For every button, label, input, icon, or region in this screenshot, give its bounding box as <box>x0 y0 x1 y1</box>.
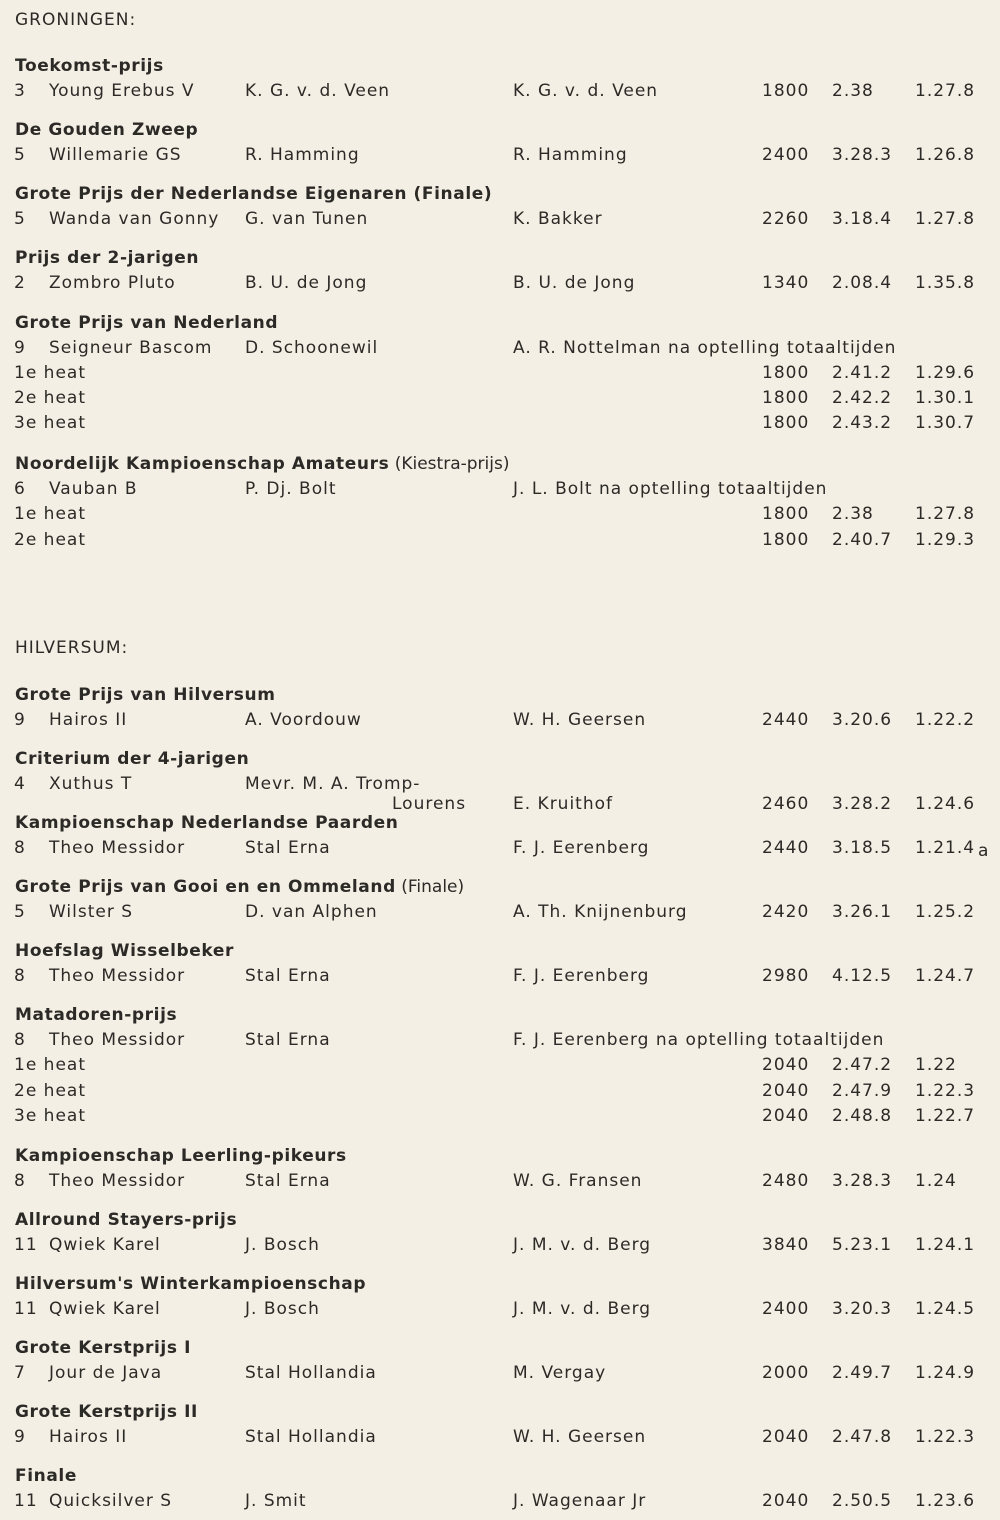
entry-number: 9 <box>14 710 26 730</box>
km-time: 1.25.2 <box>915 902 976 922</box>
section-heading-hilversum: HILVERSUM: <box>15 638 129 658</box>
race-time: 4.12.5 <box>832 966 893 986</box>
result-row <box>0 1363 1000 1387</box>
km-time: 1.24 <box>915 1171 957 1191</box>
race-title-text: Grote Kerstprijs I <box>15 1338 191 1358</box>
distance: 1800 <box>762 504 810 524</box>
driver-name: F. J. Eerenberg na optelling totaaltijden <box>513 1030 885 1050</box>
entry-number: 8 <box>14 1030 26 1050</box>
km-time: 1.27.8 <box>915 209 976 229</box>
entry-number: 11 <box>14 1491 38 1511</box>
race-title <box>15 813 398 833</box>
race-time: 2.43.2 <box>832 413 893 433</box>
km-time: 1.22.3 <box>915 1081 976 1101</box>
driver-name: J. M. v. d. Berg <box>513 1299 652 1319</box>
distance: 2400 <box>762 1299 810 1319</box>
distance: 1800 <box>762 530 810 550</box>
race-title <box>15 941 234 961</box>
km-time: 1.23.6 <box>915 1491 976 1511</box>
race-time: 2.08.4 <box>832 273 893 293</box>
heat-row <box>0 363 1000 387</box>
section-heading-groningen: GRONINGEN: <box>15 10 137 30</box>
result-row <box>0 1427 1000 1451</box>
distance: 2260 <box>762 209 810 229</box>
owner-name: Stal Hollandia <box>245 1363 377 1383</box>
owner-name: Stal Erna <box>245 838 331 858</box>
km-time: 1.24.6 <box>915 794 976 814</box>
race-title-text: Criterium der 4-jarigen <box>15 749 250 769</box>
horse-name: Hairos II <box>49 1427 128 1447</box>
driver-name: A. R. Nottelman na optelling totaaltijden <box>513 338 897 358</box>
owner-name: J. Bosch <box>245 1235 320 1255</box>
race-time: 2.41.2 <box>832 363 893 383</box>
race-title-text: Matadoren-prijs <box>15 1005 178 1025</box>
owner-name: J. Bosch <box>245 1299 320 1319</box>
race-title-text: Grote Prijs van Nederland <box>15 313 279 333</box>
heat-label: 2e heat <box>14 530 86 550</box>
footnote-mark: a <box>978 841 990 861</box>
km-time: 1.24.7 <box>915 966 976 986</box>
horse-name: Theo Messidor <box>49 838 186 858</box>
distance: 2440 <box>762 710 810 730</box>
owner-name: Stal Erna <box>245 1171 331 1191</box>
horse-name: Seigneur Bascom <box>49 338 213 358</box>
race-time: 3.20.3 <box>832 1299 893 1319</box>
distance: 2420 <box>762 902 810 922</box>
race-time: 3.28.2 <box>832 794 893 814</box>
horse-name: Theo Messidor <box>49 1030 186 1050</box>
distance: 2400 <box>762 145 810 165</box>
horse-name: Quicksilver S <box>49 1491 173 1511</box>
race-title-text: Grote Kerstprijs II <box>15 1402 198 1422</box>
race-title-text: Toekomst-prijs <box>15 56 164 76</box>
km-time: 1.30.1 <box>915 388 976 408</box>
race-title <box>15 1210 237 1230</box>
heat-row <box>0 1055 1000 1079</box>
km-time: 1.27.8 <box>915 81 976 101</box>
horse-name: Qwiek Karel <box>49 1299 161 1319</box>
race-title <box>15 1146 347 1166</box>
race-title <box>15 877 464 897</box>
race-subtitle: (Finale) <box>401 877 465 897</box>
race-time: 2.50.5 <box>832 1491 893 1511</box>
distance: 2440 <box>762 838 810 858</box>
result-row <box>0 710 1000 734</box>
race-title-text: Allround Stayers-prijs <box>15 1210 238 1230</box>
owner-name-continued: Lourens <box>392 794 467 814</box>
race-subtitle: (Kiestra-prijs) <box>394 454 510 474</box>
heat-row <box>0 388 1000 412</box>
race-title-text: Kampioenschap Nederlandse Paarden <box>15 813 399 833</box>
driver-name: M. Vergay <box>513 1363 607 1383</box>
race-title <box>15 749 249 769</box>
horse-name: Willemarie GS <box>49 145 182 165</box>
heat-row <box>0 504 1000 528</box>
result-row <box>0 338 1000 362</box>
horse-name: Theo Messidor <box>49 966 186 986</box>
race-time: 2.47.8 <box>832 1427 893 1447</box>
heat-label: 1e heat <box>14 504 86 524</box>
result-row <box>0 774 1000 818</box>
result-row <box>0 1171 1000 1195</box>
km-time: 1.22.2 <box>915 710 976 730</box>
owner-name: K. G. v. d. Veen <box>245 81 391 101</box>
race-title <box>15 184 492 204</box>
heat-row <box>0 1106 1000 1130</box>
result-row <box>0 1299 1000 1323</box>
result-row <box>0 479 1000 503</box>
owner-name: D. Schoonewil <box>245 338 379 358</box>
race-title-text: Prijs der 2-jarigen <box>15 248 200 268</box>
km-time: 1.24.5 <box>915 1299 976 1319</box>
heat-row <box>0 530 1000 554</box>
race-time: 2.42.2 <box>832 388 893 408</box>
distance: 1340 <box>762 273 810 293</box>
race-title <box>15 685 276 705</box>
driver-name: F. J. Eerenberg <box>513 838 650 858</box>
km-time: 1.29.3 <box>915 530 976 550</box>
owner-name: A. Voordouw <box>245 710 362 730</box>
km-time: 1.24.9 <box>915 1363 976 1383</box>
heat-row <box>0 1081 1000 1105</box>
distance: 2040 <box>762 1427 810 1447</box>
owner-name: Stal Erna <box>245 966 331 986</box>
race-title <box>15 1005 177 1025</box>
race-title-text: Finale <box>15 1466 77 1486</box>
distance: 1800 <box>762 413 810 433</box>
owner-name: D. van Alphen <box>245 902 378 922</box>
race-time: 3.20.6 <box>832 710 893 730</box>
horse-name: Zombro Pluto <box>49 273 176 293</box>
race-time: 2.40.7 <box>832 530 893 550</box>
race-time: 2.48.8 <box>832 1106 893 1126</box>
km-time: 1.30.7 <box>915 413 976 433</box>
race-title-text: Noordelijk Kampioenschap Amateurs <box>15 454 390 474</box>
entry-number: 7 <box>14 1363 26 1383</box>
distance: 2040 <box>762 1055 810 1075</box>
entry-number: 5 <box>14 209 26 229</box>
entry-number: 11 <box>14 1235 38 1255</box>
result-row <box>0 838 1000 862</box>
race-title-text: De Gouden Zweep <box>15 120 199 140</box>
result-row <box>0 902 1000 926</box>
driver-name: K. G. v. d. Veen <box>513 81 659 101</box>
driver-name: B. U. de Jong <box>513 273 636 293</box>
race-time: 5.23.1 <box>832 1235 893 1255</box>
driver-name: W. H. Geersen <box>513 710 647 730</box>
heat-label: 3e heat <box>14 413 86 433</box>
heat-label: 2e heat <box>14 388 86 408</box>
race-title <box>15 1274 366 1294</box>
entry-number: 9 <box>14 1427 26 1447</box>
owner-name: B. U. de Jong <box>245 273 368 293</box>
distance: 2040 <box>762 1491 810 1511</box>
heat-row <box>0 413 1000 437</box>
race-title-text: Kampioenschap Leerling-pikeurs <box>15 1146 347 1166</box>
driver-name: J. L. Bolt na optelling totaaltijden <box>513 479 828 499</box>
result-row <box>0 1235 1000 1259</box>
race-time: 3.28.3 <box>832 145 893 165</box>
race-title-text: Hilversum's Winterkampioenschap <box>15 1274 367 1294</box>
km-time: 1.27.8 <box>915 504 976 524</box>
entry-number: 11 <box>14 1299 38 1319</box>
result-row <box>0 145 1000 169</box>
driver-name: W. H. Geersen <box>513 1427 647 1447</box>
race-title <box>15 248 199 268</box>
distance: 2040 <box>762 1106 810 1126</box>
heat-label: 1e heat <box>14 1055 86 1075</box>
distance: 1800 <box>762 388 810 408</box>
race-time: 2.38 <box>832 504 874 524</box>
entry-number: 8 <box>14 838 26 858</box>
race-title <box>15 313 278 333</box>
race-time: 3.18.4 <box>832 209 893 229</box>
horse-name: Vauban B <box>49 479 138 499</box>
km-time: 1.24.1 <box>915 1235 976 1255</box>
km-time: 1.35.8 <box>915 273 976 293</box>
heat-label: 1e heat <box>14 363 86 383</box>
km-time: 1.22.3 <box>915 1427 976 1447</box>
horse-name: Jour de Java <box>49 1363 163 1383</box>
distance: 3840 <box>762 1235 810 1255</box>
distance: 2460 <box>762 794 810 814</box>
entry-number: 8 <box>14 966 26 986</box>
owner-name: G. van Tunen <box>245 209 369 229</box>
distance: 1800 <box>762 363 810 383</box>
entry-number: 3 <box>14 81 26 101</box>
driver-name: A. Th. Knijnenburg <box>513 902 688 922</box>
race-time: 3.28.3 <box>832 1171 893 1191</box>
race-title <box>15 120 198 140</box>
horse-name: Hairos II <box>49 710 128 730</box>
horse-name: Qwiek Karel <box>49 1235 161 1255</box>
driver-name: J. M. v. d. Berg <box>513 1235 652 1255</box>
km-time: 1.22 <box>915 1055 957 1075</box>
distance: 1800 <box>762 81 810 101</box>
race-time: 2.38 <box>832 81 874 101</box>
result-row <box>0 209 1000 233</box>
entry-number: 8 <box>14 1171 26 1191</box>
km-time: 1.21.4 <box>915 838 976 858</box>
entry-number: 5 <box>14 902 26 922</box>
driver-name: W. G. Fransen <box>513 1171 643 1191</box>
result-row <box>0 1491 1000 1515</box>
race-title <box>15 56 164 76</box>
result-row <box>0 81 1000 105</box>
heat-label: 2e heat <box>14 1081 86 1101</box>
owner-name: R. Hamming <box>245 145 360 165</box>
entry-number: 2 <box>14 273 26 293</box>
owner-name: Stal Erna <box>245 1030 331 1050</box>
driver-name: J. Wagenaar Jr <box>513 1491 647 1511</box>
race-title <box>15 1402 198 1422</box>
entry-number: 6 <box>14 479 26 499</box>
race-title <box>15 1466 77 1486</box>
distance: 2980 <box>762 966 810 986</box>
distance: 2000 <box>762 1363 810 1383</box>
race-title-text: Grote Prijs van Gooi en en Ommeland <box>15 877 396 897</box>
entry-number: 9 <box>14 338 26 358</box>
result-row <box>0 966 1000 990</box>
race-title-text: Grote Prijs der Nederlandse Eigenaren (Finale) <box>15 184 493 204</box>
race-title-text: Grote Prijs van Hilversum <box>15 685 276 705</box>
distance: 2040 <box>762 1081 810 1101</box>
driver-name: F. J. Eerenberg <box>513 966 650 986</box>
driver-name: K. Bakker <box>513 209 603 229</box>
entry-number: 4 <box>14 774 26 794</box>
heat-label: 3e heat <box>14 1106 86 1126</box>
distance: 2480 <box>762 1171 810 1191</box>
driver-name: E. Kruithof <box>513 794 614 814</box>
km-time: 1.22.7 <box>915 1106 976 1126</box>
result-row <box>0 273 1000 297</box>
horse-name: Wanda van Gonny <box>49 209 220 229</box>
race-time: 3.18.5 <box>832 838 893 858</box>
owner-name: P. Dj. Bolt <box>245 479 337 499</box>
horse-name: Theo Messidor <box>49 1171 186 1191</box>
race-time: 2.47.9 <box>832 1081 893 1101</box>
race-title-text: Hoefslag Wisselbeker <box>15 941 234 961</box>
result-row <box>0 1030 1000 1054</box>
race-time: 2.47.2 <box>832 1055 893 1075</box>
entry-number: 5 <box>14 145 26 165</box>
horse-name: Young Erebus V <box>49 81 195 101</box>
race-time: 3.26.1 <box>832 902 893 922</box>
race-time: 2.49.7 <box>832 1363 893 1383</box>
race-title <box>15 1338 191 1358</box>
owner-name: Stal Hollandia <box>245 1427 377 1447</box>
horse-name: Xuthus T <box>49 774 133 794</box>
owner-name: J. Smit <box>245 1491 307 1511</box>
driver-name: R. Hamming <box>513 145 628 165</box>
horse-name: Wilster S <box>49 902 134 922</box>
race-title <box>15 454 509 474</box>
km-time: 1.26.8 <box>915 145 976 165</box>
owner-name: Mevr. M. A. Tromp- <box>245 774 421 794</box>
km-time: 1.29.6 <box>915 363 976 383</box>
